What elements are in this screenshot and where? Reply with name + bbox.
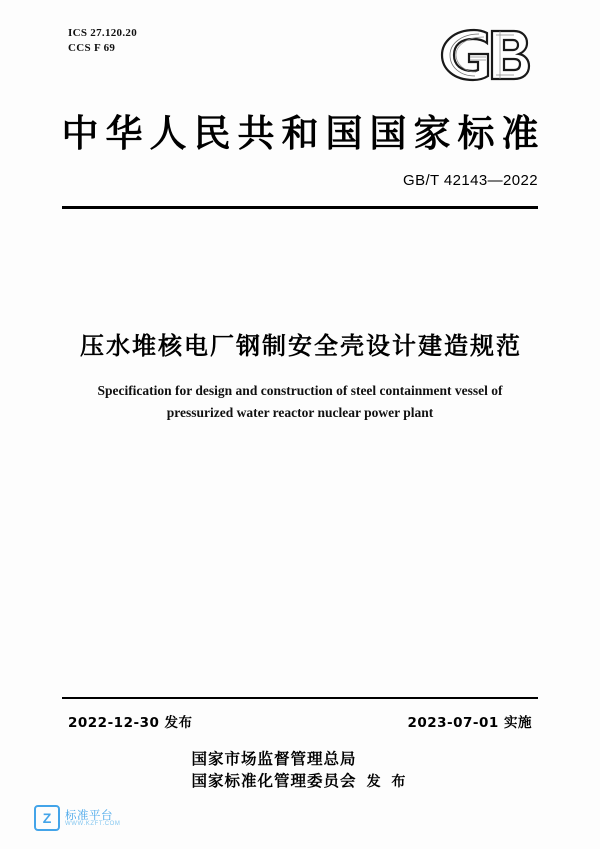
bottom-divider (62, 697, 538, 699)
document-title-chinese: 压水堆核电厂钢制安全壳设计建造规范 (80, 332, 522, 360)
national-standard-title: 中华人民共和国国家标准 (61, 112, 546, 155)
watermark-text (65, 809, 121, 827)
publisher-verb: 发 布 (366, 774, 409, 790)
watermark-badge-icon: Z (34, 805, 60, 831)
watermark (34, 805, 121, 831)
publisher-names (192, 748, 357, 792)
publisher-line-1: 国家市场监督管理总局 (191, 750, 357, 768)
gb-emblem-logo (430, 24, 538, 86)
standard-number: GB/T 42143—2022 (403, 172, 538, 189)
watermark-sub-text: WWW.KZFT.COM (65, 820, 121, 827)
ics-code: ICS 27.120.20 (68, 27, 137, 39)
issue-date: 2022-12-30 发布 (68, 715, 193, 731)
top-divider (62, 206, 538, 209)
document-title-english (70, 380, 530, 424)
title-english-line-2: pressurized water reactor nuclear power plant (166, 405, 434, 420)
ccs-code: CCS F 69 (68, 42, 116, 54)
title-english-line-1: Specification for design and construction of steel containment vessel of (97, 383, 503, 398)
publisher-line-2: 国家标准化管理委员会 (191, 772, 357, 790)
publisher-block (0, 748, 600, 792)
implementation-date: 2023-07-01 实施 (407, 715, 532, 731)
classification-codes (68, 26, 137, 56)
watermark-main-text: 标准平台 (65, 807, 113, 822)
